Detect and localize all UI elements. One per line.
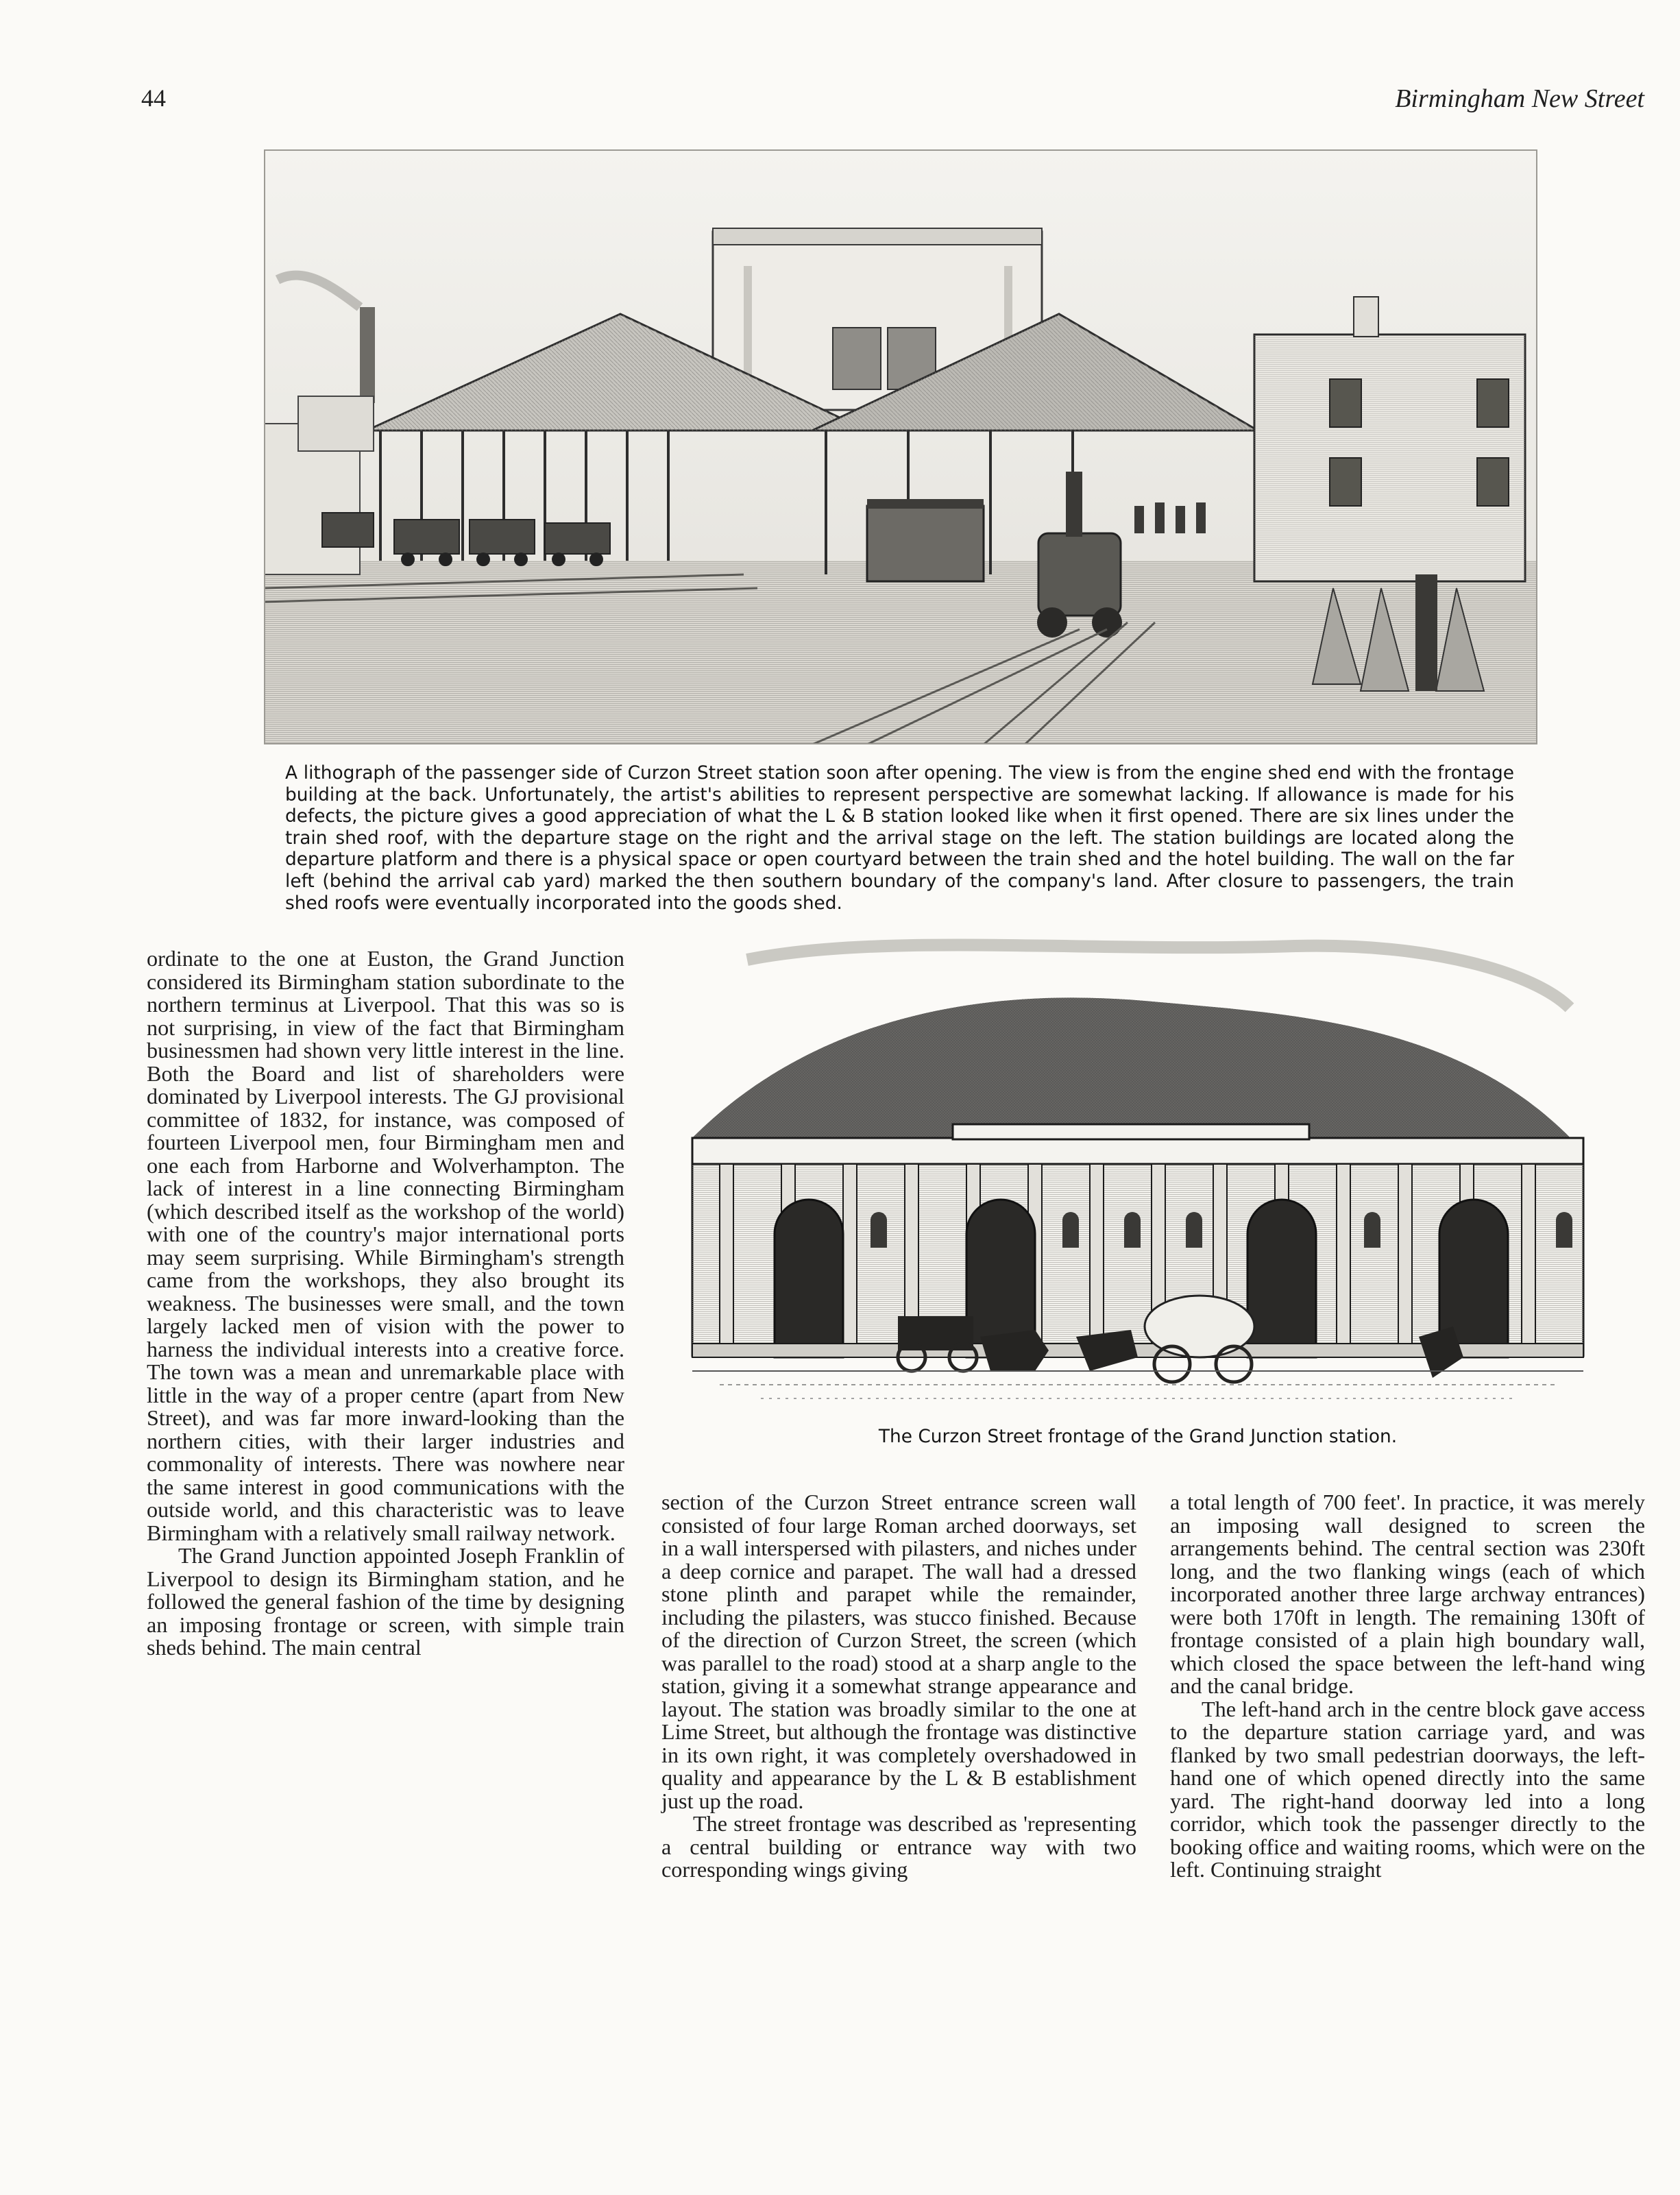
text-column-right (1170, 1491, 1645, 1882)
lithograph-illustration (264, 149, 1537, 744)
page-number: 44 (141, 84, 166, 112)
paragraph: ordinate to the one at Euston, the Grand Junction considered its Birmingham station subordinate to the northern terminus at Liverpool. That this was so is not surprising, in view of the fact that Birmingham businessmen had shown very little interest in the line. Both the Board and list of shareholders were dominated by Liverpool interests. The GJ provisional committee of 1832, for instance, was composed of fourteen Liverpool men, four Birmingham men and one each from Harborne and Wolverhampton. The lack of interest in a line connecting Birmingham (which described itself as the workshop of the world) with one of the country's major international ports may seem surprising. While Birmingham's strength came from the workshops, they also brought its weakness. The businesses were small, and the town largely lacked men of vision with the power to harness the individual interests into a creative force. The town was a mean and unremarkable place with little in the way of a proper centre (apart from New Street), and was far more inward-looking than the northern cities, with their larger industries and commonality of interests. There was nowhere near the same interest in good communications with the outside world, and this characteristic was to leave Birmingham with a relatively small railway network. (147, 946, 624, 1545)
paragraph: The street frontage was described as 'representing a central building or entrance way with two corresponding wings giving (661, 1811, 1136, 1882)
paragraph: The left-hand arch in the centre block gave access to the departure station carriage yard, and was flanked by two small pedestrian doorways, the left-hand one of which opened directly into the same yard. The right-hand doorway led into a long corridor, which took the passenger directly to the booking office and waiting rooms, which were on the left. Continuing straight (1170, 1696, 1645, 1882)
paragraph: a total length of 700 feet'. In practice, it was merely an imposing wall designed to screen the arrangements behind. The central section was 230ft long, and the two flanking wings (each of which incorporated another three large archway entrances) were both 170ft in length. The remaining 130ft of frontage consisted of a plain high boundary wall, which closed the space between the left-hand wing and the canal bridge. (1170, 1490, 1645, 1698)
frontage-figure (679, 932, 1597, 1416)
paragraph: section of the Curzon Street entrance screen wall consisted of four large Roman arched doorways, set in a wall interspersed with pilasters, and niches under a deep cornice and parapet. The wall had a dressed stone plinth and parapet while the remainder, including the pilasters, was stucco finished. Because of the direction of Curzon Street, the screen (which was parallel to the road) stood at a sharp angle to the station, giving it a somewhat strange appearance and layout. The station was broadly similar to the one at Lime Street, but although the frontage was distinctive in its own right, it was completely overshadowed in quality and appearance by the L & B establishment just up the road. (661, 1490, 1136, 1813)
frontage-engraving (679, 932, 1597, 1416)
lithograph-caption: A lithograph of the passenger side of Curzon Street station soon after opening. The view is from the engine shed end with the frontage building at the back. Unfortunately, the artist's abilities to represent perspective are somewhat lacking. If allowance is made for his defects, the picture gives a good appreciation of what the L & B station looked like when it first opened. There are six lines under the train shed roof, with the departure stage on the right and the arrival stage on the left. The station buildings are located along the departure platform and there is a physical space or open courtyard between the train shed and the hotel building. The wall on the far left (behind the arrival cab yard) marked the then southern boundary of the company's land. After closure to passengers, the train shed roofs were eventually incorporated into the goods shed. (285, 762, 1514, 914)
paragraph: The Grand Junction appointed Joseph Franklin of Liverpool to design its Birmingham station, and he followed the general fashion of the time by designing an imposing frontage or screen, with simple train sheds behind. The main central (147, 1543, 624, 1660)
running-head: Birmingham New Street (1395, 84, 1644, 113)
text-column-left (147, 947, 624, 1660)
text-column-middle (661, 1491, 1136, 1882)
lithograph-figure (264, 149, 1537, 744)
frontage-caption: The Curzon Street frontage of the Grand Junction station. (878, 1426, 1398, 1447)
